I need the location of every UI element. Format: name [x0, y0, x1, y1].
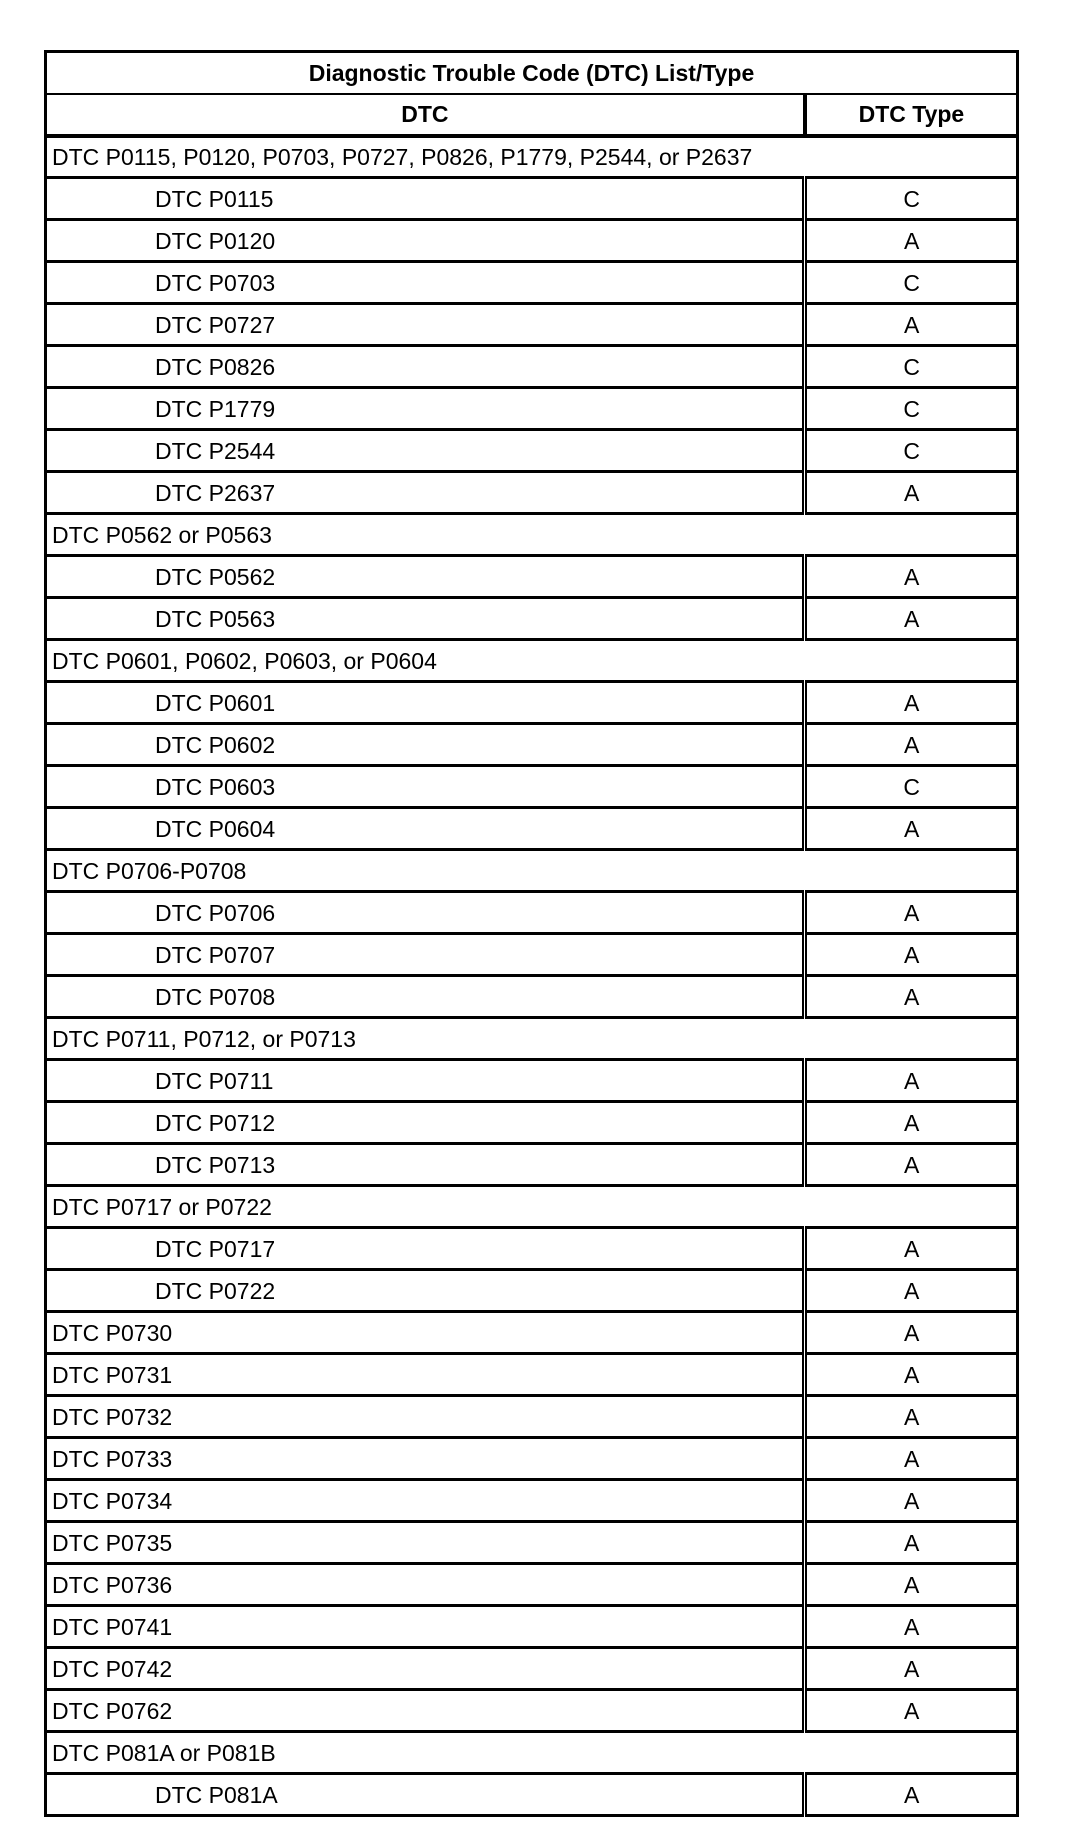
dtc-type-cell: A: [805, 1060, 1018, 1102]
dtc-code-cell: DTC P0741: [46, 1606, 805, 1648]
table-row: [46, 1270, 1018, 1312]
dtc-type-cell: A: [805, 892, 1018, 934]
dtc-type-cell: A: [805, 1564, 1018, 1606]
dtc-type-cell: A: [805, 1438, 1018, 1480]
table-row: [46, 1144, 1018, 1186]
dtc-type-cell: A: [805, 808, 1018, 850]
table-row: [46, 1522, 1018, 1564]
dtc-code-cell: DTC P0733: [46, 1438, 805, 1480]
dtc-code-cell: DTC P2544: [46, 430, 805, 472]
group-row: [46, 1186, 1018, 1228]
dtc-type-cell: A: [805, 1690, 1018, 1732]
dtc-code-cell: DTC P0727: [46, 304, 805, 346]
dtc-code-cell: DTC P0711: [46, 1060, 805, 1102]
table-row: [46, 1060, 1018, 1102]
dtc-type-cell: A: [805, 220, 1018, 262]
dtc-type-cell: A: [805, 1102, 1018, 1144]
dtc-type-column-header: DTC Type: [805, 94, 1018, 136]
dtc-code-cell: DTC P0736: [46, 1564, 805, 1606]
table-row: [46, 766, 1018, 808]
dtc-code-cell: DTC P0712: [46, 1102, 805, 1144]
dtc-code-cell: DTC P0601: [46, 682, 805, 724]
dtc-type-cell: C: [805, 346, 1018, 388]
table-row: [46, 1480, 1018, 1522]
table-row: [46, 1564, 1018, 1606]
table-row: [46, 1102, 1018, 1144]
table-row: [46, 934, 1018, 976]
dtc-code-cell: DTC P0713: [46, 1144, 805, 1186]
table-row: [46, 808, 1018, 850]
table-row: [46, 1690, 1018, 1732]
dtc-type-cell: A: [805, 976, 1018, 1018]
dtc-type-cell: A: [805, 1396, 1018, 1438]
table-row: [46, 1354, 1018, 1396]
dtc-type-cell: A: [805, 1144, 1018, 1186]
group-label: DTC P0115, P0120, P0703, P0727, P0826, P1779, P2544, or P2637: [46, 136, 1018, 178]
dtc-code-cell: DTC P2637: [46, 472, 805, 514]
dtc-code-cell: DTC P0722: [46, 1270, 805, 1312]
group-row: [46, 640, 1018, 682]
dtc-code-cell: DTC P0562: [46, 556, 805, 598]
dtc-type-cell: A: [805, 1312, 1018, 1354]
dtc-code-cell: DTC P0703: [46, 262, 805, 304]
dtc-code-cell: DTC P0604: [46, 808, 805, 850]
dtc-type-cell: C: [805, 178, 1018, 220]
table-row: [46, 1438, 1018, 1480]
table-row: [46, 346, 1018, 388]
group-label: DTC P0706-P0708: [46, 850, 1018, 892]
group-row: [46, 514, 1018, 556]
table-row: [46, 388, 1018, 430]
table-row: [46, 892, 1018, 934]
dtc-code-cell: DTC P081A: [46, 1774, 805, 1816]
table-row: [46, 220, 1018, 262]
dtc-type-cell: C: [805, 430, 1018, 472]
dtc-type-cell: A: [805, 1774, 1018, 1816]
dtc-type-cell: A: [805, 1354, 1018, 1396]
table-row: [46, 304, 1018, 346]
dtc-code-cell: DTC P0762: [46, 1690, 805, 1732]
dtc-code-cell: DTC P0730: [46, 1312, 805, 1354]
dtc-type-cell: A: [805, 556, 1018, 598]
dtc-type-cell: A: [805, 1270, 1018, 1312]
table-row: [46, 976, 1018, 1018]
table-row: [46, 1774, 1018, 1816]
dtc-table: [44, 50, 1019, 1817]
table-row: [46, 1396, 1018, 1438]
dtc-type-cell: C: [805, 388, 1018, 430]
table-row: [46, 724, 1018, 766]
dtc-code-cell: DTC P0735: [46, 1522, 805, 1564]
dtc-code-cell: DTC P0115: [46, 178, 805, 220]
table-row: [46, 556, 1018, 598]
dtc-type-cell: C: [805, 766, 1018, 808]
dtc-code-cell: DTC P0826: [46, 346, 805, 388]
dtc-column-header: DTC: [46, 94, 805, 136]
dtc-code-cell: DTC P0717: [46, 1228, 805, 1270]
dtc-type-cell: A: [805, 934, 1018, 976]
dtc-code-cell: DTC P1779: [46, 388, 805, 430]
dtc-type-cell: A: [805, 1480, 1018, 1522]
table-title: Diagnostic Trouble Code (DTC) List/Type: [46, 52, 1018, 94]
group-row: [46, 1018, 1018, 1060]
dtc-type-cell: A: [805, 682, 1018, 724]
dtc-type-cell: A: [805, 1228, 1018, 1270]
table-row: [46, 472, 1018, 514]
table-row: [46, 1648, 1018, 1690]
group-row: [46, 1732, 1018, 1774]
dtc-code-cell: DTC P0742: [46, 1648, 805, 1690]
dtc-code-cell: DTC P0120: [46, 220, 805, 262]
table-row: [46, 1606, 1018, 1648]
dtc-type-cell: A: [805, 1606, 1018, 1648]
title-row: [46, 52, 1018, 94]
dtc-code-cell: DTC P0603: [46, 766, 805, 808]
dtc-type-cell: A: [805, 724, 1018, 766]
group-label: DTC P0601, P0602, P0603, or P0604: [46, 640, 1018, 682]
dtc-code-cell: DTC P0707: [46, 934, 805, 976]
table-row: [46, 598, 1018, 640]
dtc-code-cell: DTC P0563: [46, 598, 805, 640]
group-label: DTC P0562 or P0563: [46, 514, 1018, 556]
table-body: [46, 136, 1018, 1816]
group-row: [46, 136, 1018, 178]
group-row: [46, 850, 1018, 892]
dtc-type-cell: C: [805, 262, 1018, 304]
group-label: DTC P0717 or P0722: [46, 1186, 1018, 1228]
dtc-type-cell: A: [805, 472, 1018, 514]
dtc-code-cell: DTC P0731: [46, 1354, 805, 1396]
table-row: [46, 178, 1018, 220]
dtc-code-cell: DTC P0602: [46, 724, 805, 766]
dtc-code-cell: DTC P0708: [46, 976, 805, 1018]
table-row: [46, 1228, 1018, 1270]
table-row: [46, 262, 1018, 304]
dtc-code-cell: DTC P0732: [46, 1396, 805, 1438]
dtc-type-cell: A: [805, 598, 1018, 640]
dtc-code-cell: DTC P0706: [46, 892, 805, 934]
table-row: [46, 1312, 1018, 1354]
dtc-code-cell: DTC P0734: [46, 1480, 805, 1522]
group-label: DTC P0711, P0712, or P0713: [46, 1018, 1018, 1060]
dtc-type-cell: A: [805, 1522, 1018, 1564]
dtc-type-cell: A: [805, 1648, 1018, 1690]
dtc-type-cell: A: [805, 304, 1018, 346]
table-row: [46, 430, 1018, 472]
group-label: DTC P081A or P081B: [46, 1732, 1018, 1774]
header-row: [46, 94, 1018, 136]
table-row: [46, 682, 1018, 724]
